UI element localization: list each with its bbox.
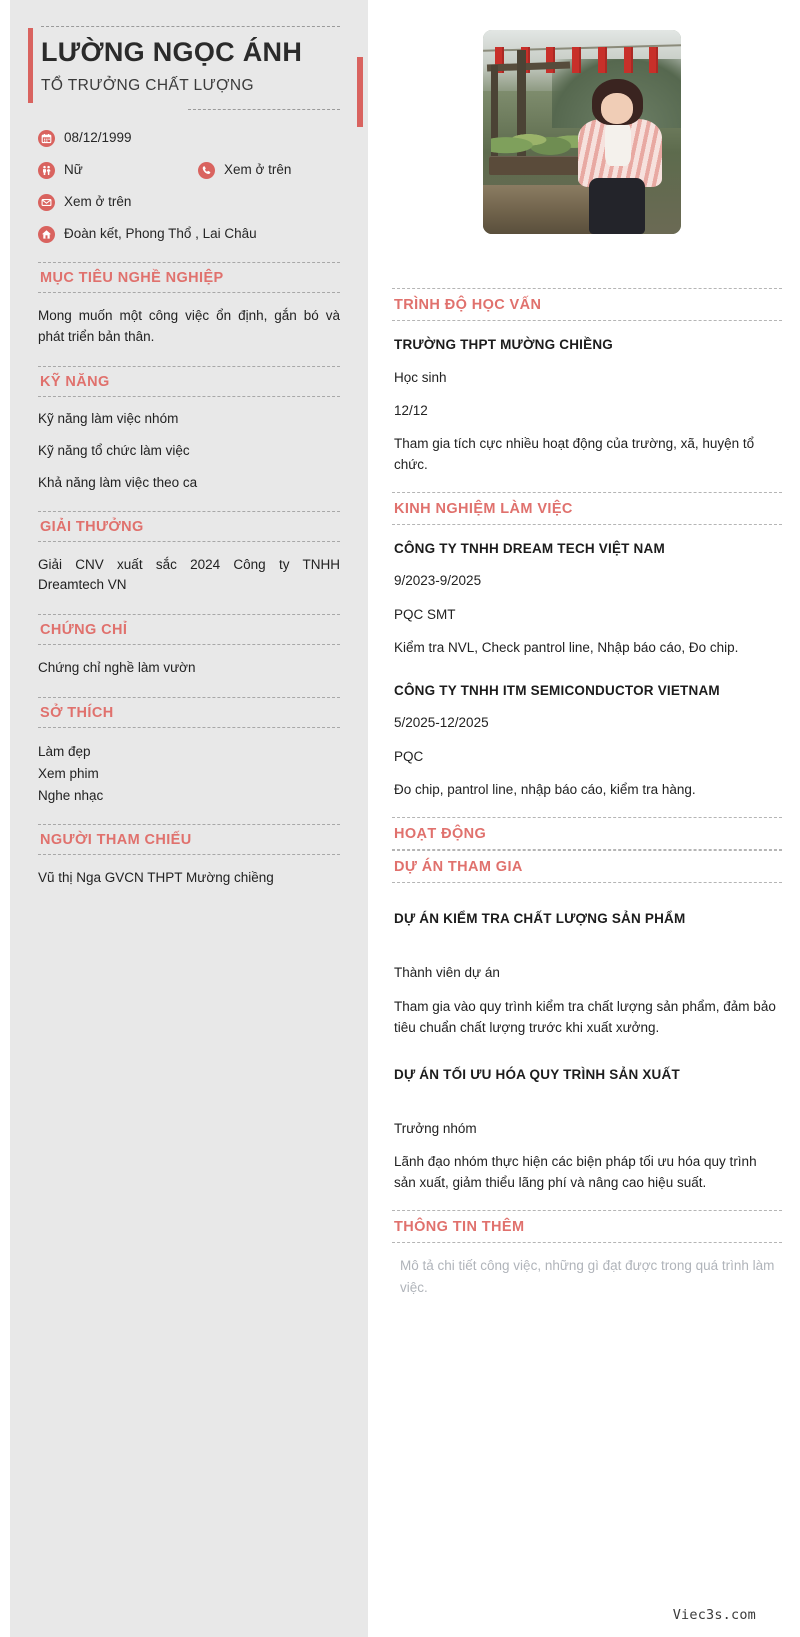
section-objective xyxy=(38,262,340,348)
entry-org: TRƯỜNG THPT MƯỜNG CHIỀNG xyxy=(394,337,613,352)
section-content: Mong muốn một công việc ổn định, gắn bó và phát triển bản thân. xyxy=(38,308,340,344)
photo-inner-top xyxy=(605,122,631,165)
section-skills xyxy=(38,366,340,493)
name-divider-top xyxy=(41,26,340,27)
photo-plants xyxy=(491,120,590,157)
entry-description: Kiểm tra NVL, Check pantrol line, Nhập báo cáo, Đo chip. xyxy=(394,639,739,655)
entry-role: Trưởng nhóm xyxy=(394,1121,477,1137)
section-title: KỸ NĂNG xyxy=(38,366,340,397)
entry-role: Thành viên dự án xyxy=(394,965,500,981)
project-entry xyxy=(394,909,782,1039)
accent-bar-right xyxy=(357,57,363,127)
contact-value: Nữ xyxy=(64,162,83,178)
section-experience xyxy=(392,492,782,817)
photo-person xyxy=(576,79,667,234)
gender-icon xyxy=(38,162,55,179)
entry-description: Tham gia tích cực nhiều hoạt động của trường, xã, huyện tổ chức. xyxy=(394,436,755,472)
section-title: DỰ ÁN THAM GIA xyxy=(392,850,782,883)
contact-list xyxy=(38,128,340,244)
contact-row xyxy=(38,128,340,148)
contact-item-gender xyxy=(38,161,198,179)
bunting-flag xyxy=(546,47,555,73)
cv-main xyxy=(392,0,782,1637)
list-item: Làm đẹp xyxy=(38,744,91,760)
entry-spacer xyxy=(394,1097,782,1119)
contact-value: Xem ở trên xyxy=(224,162,292,178)
contact-row xyxy=(38,224,340,244)
entry-spacer xyxy=(394,941,782,963)
additional-info-placeholder: Mô tả chi tiết công việc, những gì đạt được trong quá trình làm việc. xyxy=(400,1258,775,1295)
calendar-icon xyxy=(38,130,55,147)
entry-period: 9/2023-9/2025 xyxy=(394,573,482,589)
section-projects xyxy=(392,850,782,1210)
section-title: KINH NGHIỆM LÀM VIỆC xyxy=(392,492,782,525)
list-item: Kỹ năng tổ chức làm việc xyxy=(38,442,190,458)
section-content xyxy=(38,397,340,493)
section-content xyxy=(392,525,782,817)
education-entry xyxy=(394,335,782,476)
entry-org: DỰ ÁN TỐI ƯU HÓA QUY TRÌNH SẢN XUẤT xyxy=(394,1066,680,1082)
phone-icon xyxy=(198,162,215,179)
section-certificates xyxy=(38,614,340,679)
page-title: LƯỜNG NGỌC ÁNH xyxy=(41,37,303,67)
section-content xyxy=(392,321,782,492)
section-hobbies xyxy=(38,697,340,806)
contact-item-phone xyxy=(198,161,291,179)
section-references xyxy=(38,824,340,889)
entry-period: 5/2025-12/2025 xyxy=(394,715,489,731)
photo-pants xyxy=(589,178,645,234)
section-title: THÔNG TIN THÊM xyxy=(392,1210,782,1243)
list-item: Nghe nhạc xyxy=(38,787,104,803)
contact-value: Xem ở trên xyxy=(64,194,132,210)
watermark: Viec3s.com xyxy=(672,1607,756,1623)
entry-org: CÔNG TY TNHH DREAM TECH VIỆT NAM xyxy=(394,540,665,556)
section-content xyxy=(38,728,340,806)
section-title: CHỨNG CHỈ xyxy=(38,614,340,645)
entry-description: Lãnh đạo nhóm thực hiện các biện pháp tối ưu hóa quy trình sản xuất, giảm thiểu lãng phí và nâng cao hiệu suất. xyxy=(394,1154,757,1191)
contact-item-birthdate xyxy=(38,129,132,147)
bunting-flag xyxy=(598,47,607,73)
section-additional-info xyxy=(392,1210,782,1298)
main-sections xyxy=(392,288,782,1298)
entry-org: CÔNG TY TNHH ITM SEMICONDUCTOR VIETNAM xyxy=(394,682,720,698)
contact-item-email xyxy=(38,193,131,211)
home-icon xyxy=(38,226,55,243)
project-entry xyxy=(394,1065,782,1195)
entry-role: Học sinh xyxy=(394,369,447,385)
list-item: Xem phim xyxy=(38,765,99,781)
section-title: NGƯỜI THAM CHIẾU xyxy=(38,824,340,855)
bunting-flag xyxy=(649,47,658,73)
section-content xyxy=(392,883,782,1210)
bunting-flag xyxy=(572,47,581,73)
contact-row xyxy=(38,160,340,180)
section-activities xyxy=(392,817,782,850)
section-education xyxy=(392,288,782,492)
list-item: Kỹ năng làm việc nhóm xyxy=(38,410,179,426)
list-item: Khả năng làm việc theo ca xyxy=(38,474,198,490)
name-divider-bottom xyxy=(188,109,340,110)
avatar xyxy=(483,30,681,234)
section-title: SỞ THÍCH xyxy=(38,697,340,728)
section-content: Vũ thị Nga GVCN THPT Mường chiềng xyxy=(38,870,274,886)
experience-entry xyxy=(394,539,782,659)
photo-face xyxy=(601,93,634,124)
profile-photo xyxy=(483,30,681,234)
experience-entry xyxy=(394,681,782,801)
section-title: TRÌNH ĐỘ HỌC VẤN xyxy=(392,288,782,321)
entry-role: PQC SMT xyxy=(394,606,456,622)
bunting-flag xyxy=(624,47,633,73)
contact-value: Đoàn kết, Phong Thổ , Lai Châu xyxy=(64,226,257,242)
entry-description: Tham gia vào quy trình kiểm tra chất lượng sản phẩm, đảm bảo tiêu chuẩn chất lượng trước khi xuất xưởng. xyxy=(394,998,776,1035)
entry-period: 12/12 xyxy=(394,402,428,418)
contact-value: 08/12/1999 xyxy=(64,130,132,146)
name-block xyxy=(38,0,340,110)
section-title: HOẠT ĐỘNG xyxy=(392,817,782,850)
section-title: MỤC TIÊU NGHỀ NGHIỆP xyxy=(38,262,340,293)
section-content: Chứng chỉ nghề làm vườn xyxy=(38,660,196,676)
contact-row xyxy=(38,192,340,212)
accent-bar-left xyxy=(28,28,33,103)
entry-org: DỰ ÁN KIỂM TRA CHẤT LƯỢNG SẢN PHẨM xyxy=(394,910,686,926)
cv-sidebar xyxy=(10,0,368,1637)
section-content: Giải CNV xuất sắc 2024 Công ty TNHH Dreamtech VN xyxy=(38,556,340,593)
section-title: GIẢI THƯỞNG xyxy=(38,511,340,542)
entry-role: PQC xyxy=(394,748,424,764)
contact-item-address xyxy=(38,225,257,243)
job-title: TỔ TRƯỞNG CHẤT LƯỢNG xyxy=(41,77,254,95)
entry-description: Đo chip, pantrol line, nhập báo cáo, kiểm tra hàng. xyxy=(394,781,696,797)
section-awards xyxy=(38,511,340,597)
email-icon xyxy=(38,194,55,211)
